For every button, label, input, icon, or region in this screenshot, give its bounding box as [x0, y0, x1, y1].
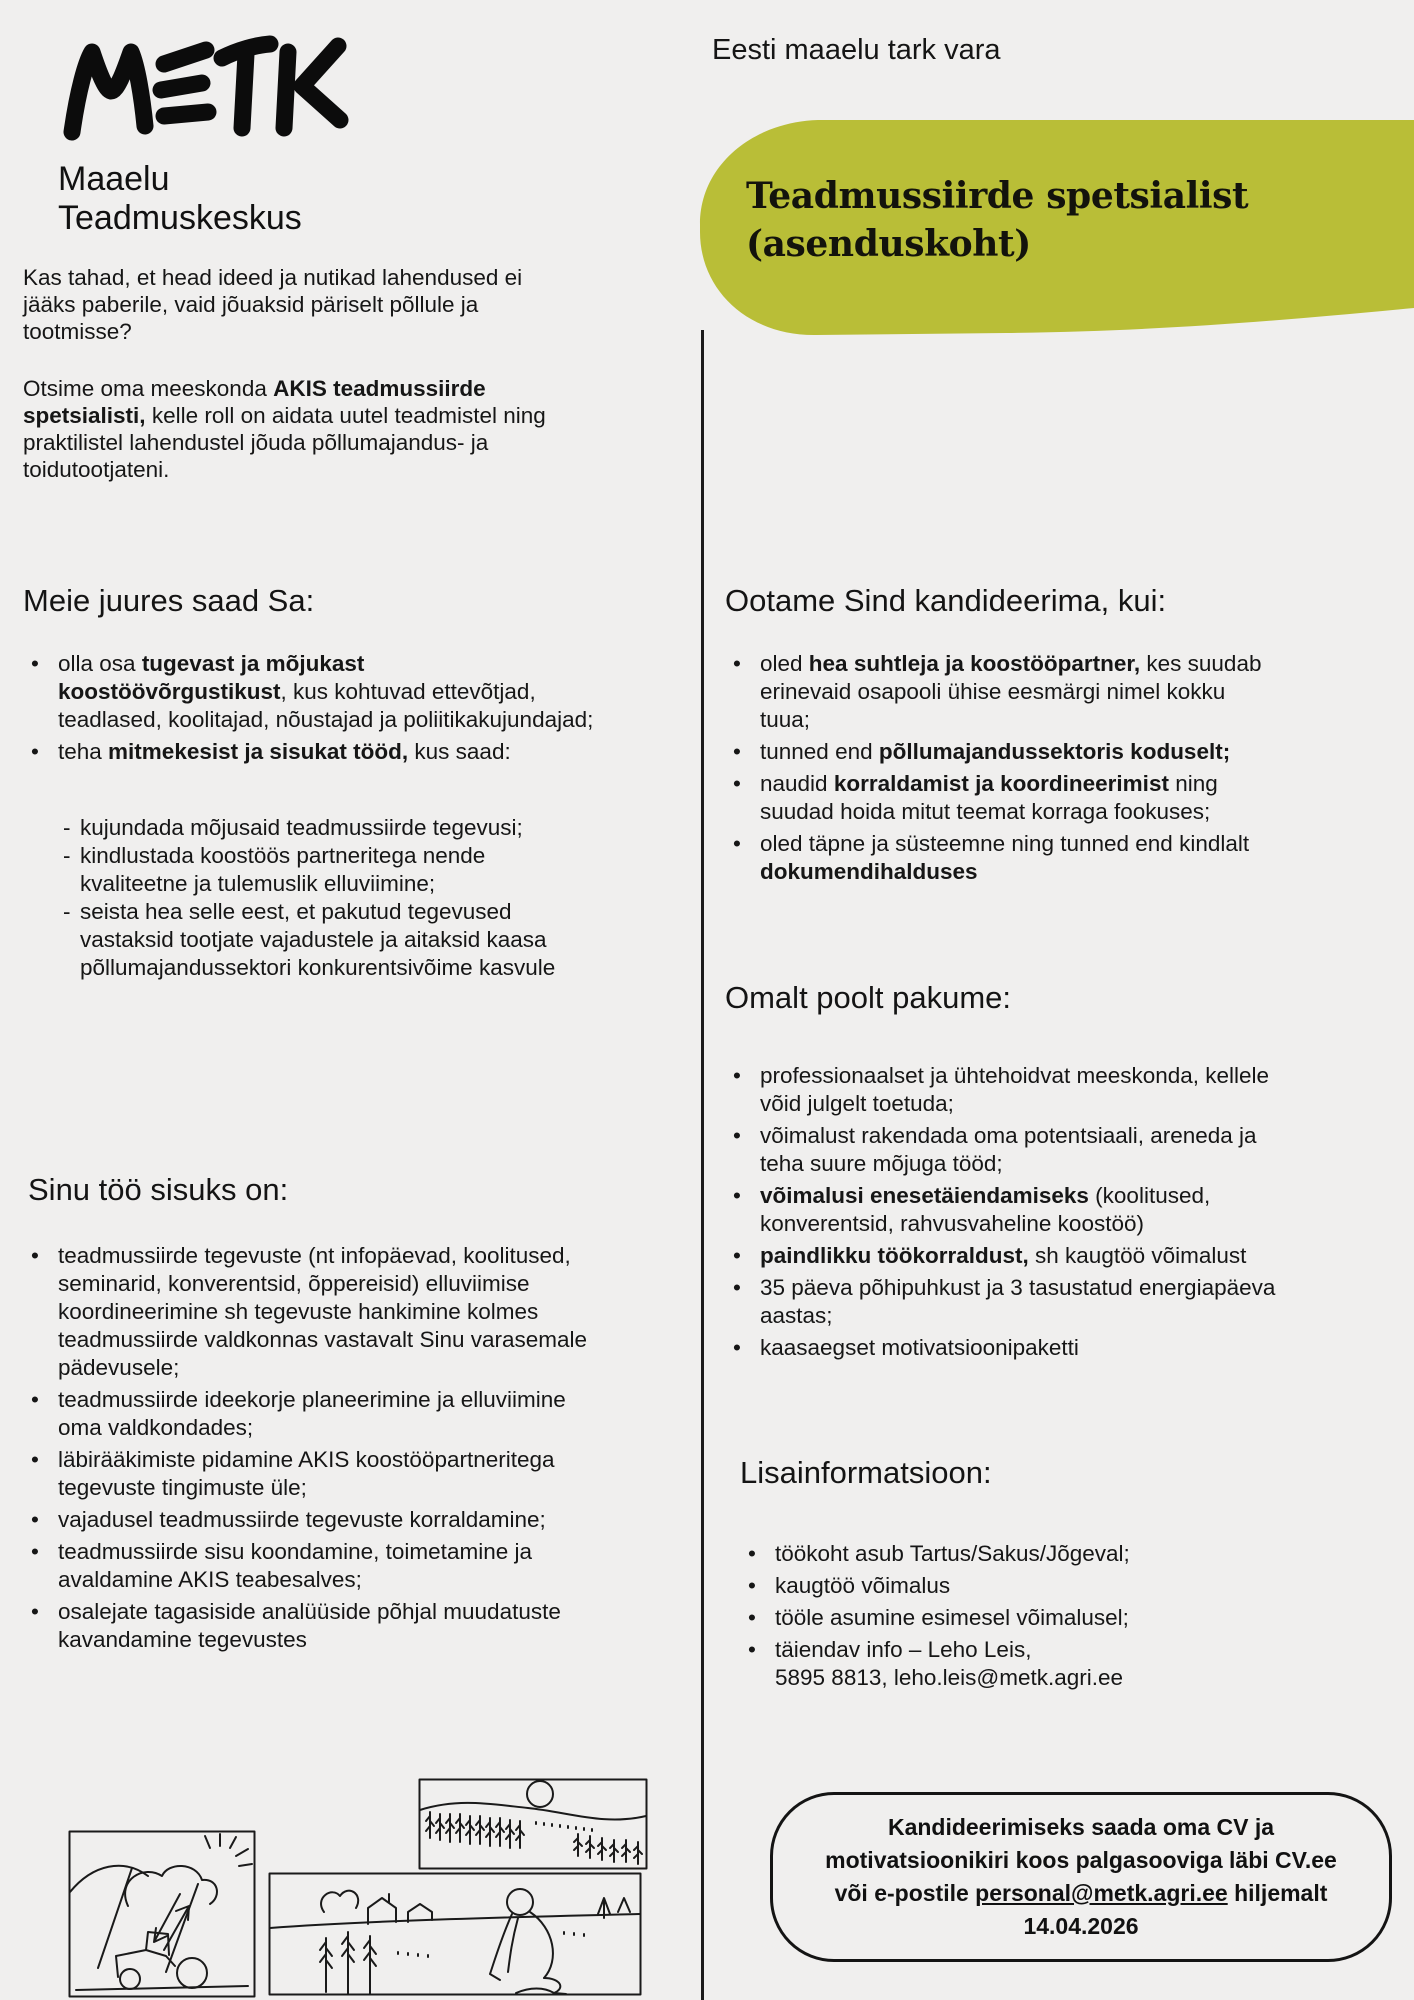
text-segment: oled	[760, 651, 809, 676]
text-segment: sh kaugtöö võimalust	[1028, 1243, 1247, 1268]
bullet-item	[23, 1506, 595, 1534]
text-segment: osalejate tagasiside analüüside põhjal muudatuste kavandamine tegevustes	[58, 1599, 561, 1652]
bullet-item	[740, 1572, 1296, 1600]
text-segment: seista hea selle eest, et pakutud tegevused vastaksid tootjate vajadustele ja aitaksid kaasa põllumajandussektori konkurentsivõime kasvule	[80, 899, 556, 980]
section-lisainfo	[740, 1540, 1296, 1696]
dash-item	[63, 898, 595, 982]
section-pakume	[725, 1062, 1281, 1366]
text-segment: 5895 8813, leho.leis@metk.agri.ee	[775, 1665, 1124, 1690]
text-segment: täiendav info – Leho Leis,	[775, 1637, 1032, 1662]
org-name	[58, 160, 302, 238]
text-segment: kaasaegset motivatsioonipaketti	[760, 1335, 1079, 1360]
intro-pitch	[23, 375, 568, 483]
job-title	[746, 172, 1386, 268]
bullet-item	[23, 738, 595, 766]
section-sinu-too	[23, 1242, 595, 1658]
text-segment: kujundada mõjusaid teadmussiirde tegevusi;	[80, 815, 523, 840]
lisainfo-list	[740, 1540, 1296, 1692]
application-cta-box	[770, 1792, 1392, 1962]
text-segment: Kandideerimiseks saada oma CV ja motivatsioonikiri koos palgasooviga läbi CV.ee või e-postile	[825, 1814, 1337, 1906]
text-segment: töökoht asub Tartus/Sakus/Jõgeval;	[775, 1541, 1130, 1566]
tractor-cloud-cycle-sketch	[68, 1830, 256, 1998]
bullet-item	[725, 650, 1281, 734]
text-segment: kes suudab erinevaid osapooli ühise eesmärgi nimel kokku tuua;	[760, 651, 1262, 732]
meie-juures-list	[23, 650, 595, 766]
text-segment: võimalusi enesetäiendamiseks	[760, 1183, 1089, 1208]
tagline: Eesti maaelu tark vara	[712, 34, 1001, 66]
bullet-item	[23, 1386, 595, 1442]
text-segment: teadmussiirde sisu koondamine, toimetamine ja avaldamine AKIS teabesalves;	[58, 1539, 532, 1592]
section-heading-sinu-too: Sinu töö sisuks on:	[28, 1172, 289, 1207]
pakume-list	[725, 1062, 1281, 1362]
text-segment: naudid	[760, 771, 834, 796]
job-title-line2: (asenduskoht)	[746, 223, 1031, 265]
planting-person-village-sketch	[268, 1872, 642, 1996]
text-segment: olla osa	[58, 651, 142, 676]
text-segment: vajadusel teadmussiirde tegevuste korraldamine;	[58, 1507, 546, 1532]
dash-item	[63, 814, 595, 842]
section-heading-ootame: Ootame Sind kandideerima, kui:	[725, 583, 1167, 618]
text-segment: teadmussiirde ideekorje planeerimine ja elluviimine oma valdkondades;	[58, 1387, 566, 1440]
bullet-item	[725, 770, 1281, 826]
text-segment: võimalust rakendada oma potentsiaali, areneda ja teha suure mõjuga tööd;	[760, 1123, 1257, 1176]
bullet-item	[23, 1446, 595, 1502]
text-segment: kindlustada koostöös partneritega nende kvaliteetne ja tulemuslik elluviimine;	[80, 843, 486, 896]
text-segment: (koolitused, konverentsid, rahvusvaheline koostöö)	[760, 1183, 1211, 1236]
text-segment: Otsime oma meeskonda	[23, 376, 274, 401]
text-segment: tugevast ja mõjukast koostöövõrgustikust	[58, 651, 365, 704]
column-divider	[701, 330, 704, 2000]
bullet-item	[725, 1274, 1281, 1330]
bullet-item	[725, 1122, 1281, 1178]
bullet-item	[725, 1182, 1281, 1238]
dash-item	[63, 842, 595, 898]
section-heading-lisainfo: Lisainformatsioon:	[740, 1455, 992, 1490]
text-segment: hea suhtleja ja koostööpartner,	[808, 651, 1141, 676]
intro	[23, 264, 568, 513]
text-segment: põllumajandussektoris koduselt;	[878, 739, 1231, 764]
org-name-line1: Maaelu	[58, 160, 170, 198]
text-segment: mitmekesist ja sisukat tööd,	[108, 739, 409, 764]
text-segment: kus saad:	[408, 739, 511, 764]
text-segment: teadmussiirde tegevuste (nt infopäevad, koolitused, seminarid, konverentsid, õppereisid) elluviimise koordineerimine sh tegevuste hankimine kolmes teadmussiirde valdkonnas vastavalt Sinu varasemale pädevusele;	[58, 1243, 588, 1380]
text-segment: läbirääkimiste pidamine AKIS koostööpartneritega tegevuste tingimuste üle;	[58, 1447, 555, 1500]
text-segment: kaugtöö võimalus	[775, 1573, 951, 1598]
email-link[interactable]: personal@metk.agri.ee	[975, 1880, 1228, 1906]
ootame-list	[725, 650, 1281, 886]
section-heading-pakume: Omalt poolt pakume:	[725, 980, 1012, 1015]
bullet-item	[23, 1598, 595, 1654]
section-ootame	[725, 650, 1281, 890]
text-segment: kelle roll on aidata uutel teadmistel ning praktilistel lahendustel jõuda põllumajandus- ja toidutootjateni.	[23, 403, 546, 482]
text-segment: paindlikku töökorraldust,	[760, 1243, 1029, 1268]
text-segment: teha	[58, 739, 109, 764]
sinu-too-list	[23, 1242, 595, 1654]
text-segment: dokumendihalduses	[760, 859, 978, 884]
bullet-item	[23, 650, 595, 734]
bullet-item	[23, 1538, 595, 1594]
org-name-line2: Teadmuskeskus	[58, 199, 302, 237]
bullet-item	[740, 1540, 1296, 1568]
bullet-item	[725, 738, 1281, 766]
intro-question: Kas tahad, et head ideed ja nutikad lahendused ei jääks paberile, vaid jõuaksid päriselt põllule ja tootmisse?	[23, 265, 523, 344]
section-heading-meie-juures: Meie juures saad Sa:	[23, 583, 315, 618]
text-segment: tööle asumine esimesel võimalusel;	[775, 1605, 1129, 1630]
bullet-item	[725, 1062, 1281, 1118]
bullet-item	[740, 1636, 1296, 1692]
text-segment: AKIS teadmussiirde spetsialisti,	[23, 376, 486, 428]
text-segment: ning suudad hoida mitut teemat korraga fookuses;	[760, 771, 1218, 824]
wheat-field-sun-sketch	[418, 1778, 648, 1870]
text-segment: 35 päeva põhipuhkust ja 3 tasustatud energiapäeva aastas;	[760, 1275, 1276, 1328]
text-segment: korraldamist ja koordineerimist	[833, 771, 1169, 796]
bullet-item	[23, 1242, 595, 1382]
text-segment: hiljemalt 14.04.2026	[1023, 1880, 1328, 1939]
meie-juures-sublist	[63, 814, 595, 982]
job-title-line1: Teadmussiirde spetsialist	[746, 175, 1249, 217]
text-segment: tunned end	[760, 739, 879, 764]
bullet-item	[725, 1334, 1281, 1362]
text-segment: professionaalset ja ühtehoidvat meeskonda, kellele võid julgelt toetuda;	[760, 1063, 1270, 1116]
metk-logo	[56, 28, 356, 148]
section-meie-juures	[23, 650, 595, 982]
bullet-item	[725, 830, 1281, 886]
text-segment: oled täpne ja süsteemne ning tunned end kindlalt	[760, 831, 1250, 856]
bullet-item	[740, 1604, 1296, 1632]
bullet-item	[725, 1242, 1281, 1270]
text-segment: , kus kohtuvad ettevõtjad, teadlased, koolitajad, nõustajad ja poliitikakujundajad;	[58, 679, 594, 732]
